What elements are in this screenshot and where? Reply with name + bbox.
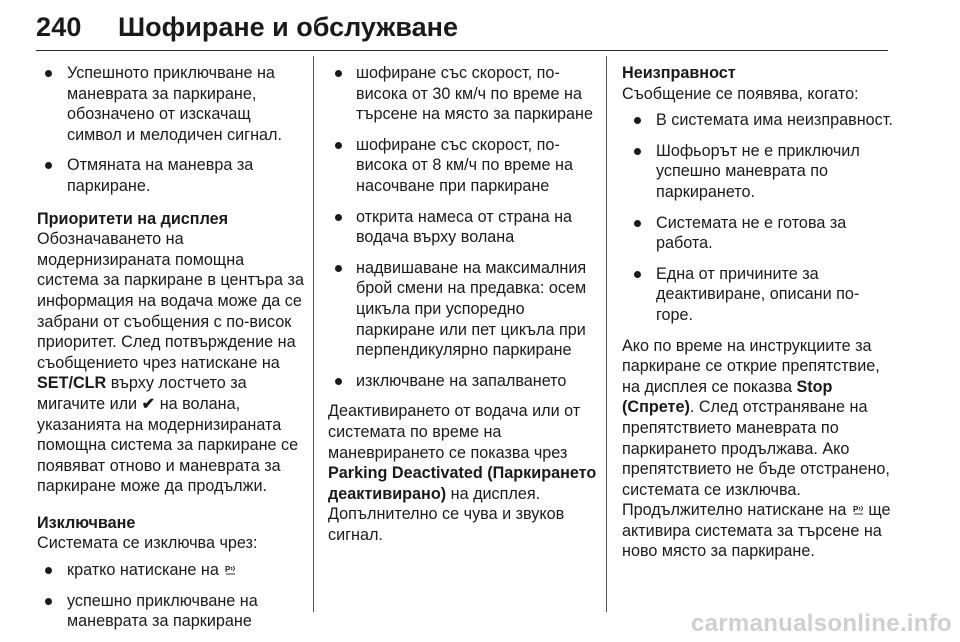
svg-text:P: P	[225, 565, 231, 575]
list-item: Една от причините за деактивиране, описани по-горе.	[622, 264, 894, 326]
deactivation-bullet-list	[328, 63, 600, 391]
page-title: Шофиране и обслужване	[118, 12, 458, 42]
column-2	[328, 63, 600, 545]
check-icon: ✔	[141, 394, 156, 413]
priority-paragraph: Обозначаването на модернизираната помощна система за паркиране в центъра за информация на водача може да се забрани от съобщения с по-висок приоритет. След потвърждение на съобщението чрез натискане на SET/CLR върху лостчето за мигачите или ✔ на волана, указанията на модернизираната помощна система за паркиране се появяват отново и маневрата за паркиране може да продължи.	[37, 230, 304, 496]
column-divider-1	[313, 56, 314, 612]
list-item: изключване на запалването	[328, 371, 600, 392]
list-item: Отмяната на маневра за паркиране.	[37, 155, 305, 196]
list-item: шофиране със скорост, по-висока от 30 км/ч по време на търсене на място за паркиране	[328, 63, 600, 125]
list-item: надвишаване на максималния брой смени на предавка: осем цикъла при успоредно паркиране или пет цикъла при перпендикулярно паркиране	[328, 258, 600, 361]
set-clr-label: SET/CLR	[37, 374, 107, 393]
column-3	[622, 63, 894, 562]
list-item: кратко натискане на P	[37, 560, 305, 581]
list-item: открита намеса от страна на водача върху волана	[328, 207, 600, 248]
sound-paragraph: Допълнително се чува и звуков сигнал.	[328, 505, 565, 544]
list-item: успешно приключване на маневрата за паркиране	[37, 591, 305, 632]
svg-text:P: P	[852, 505, 859, 515]
top-bullet-list	[37, 63, 305, 197]
off-heading: Изключване	[37, 513, 136, 532]
fault-intro: Съобщение се появява, когато:	[622, 84, 859, 103]
parking-assist-icon	[853, 504, 864, 516]
fault-heading: Неизправност	[622, 64, 736, 82]
list-item: шофиране със скорост, по-висока от 8 км/ч по време на насочване при паркиране	[328, 135, 600, 197]
priority-heading: Приоритети на дисплея	[37, 209, 229, 228]
obstacle-paragraph: Ако по време на инструкциите за паркиране се открие препятствие, на дисплея се показва Stop (Спрете). След отстраняване на препятствието маневрата по паркирането продължава. Ако препятствието не бъде отстранено, системата се изключва. Продължително натискане на P ще активира системата за търсене на ново място за паркиране.	[622, 336, 891, 561]
list-item: Шофьорът не е приключил успешно маневрата по паркирането.	[622, 141, 894, 203]
column-1	[37, 63, 305, 642]
deactivation-paragraph: Деактивирането от водача или от системата по време на маневрирането се показва чрез Parking Deactivated (Паркирането деактивирано) на дисплея.	[328, 402, 597, 503]
parking-deactivated-label: Parking Deactivated (Паркирането деактивирано)	[328, 464, 597, 503]
stop-label: Stop (Спрете)	[622, 377, 833, 417]
list-item: Системата не е готова за работа.	[622, 213, 894, 254]
off-intro: Системата се изключва чрез:	[37, 534, 258, 553]
column-divider-2	[606, 56, 607, 612]
page-header	[36, 6, 888, 51]
page-number: 240	[36, 12, 82, 42]
list-item: В системата има неизправност.	[622, 110, 894, 131]
list-item: Успешното приключване на маневрата за паркиране, обозначено от изскачащ символ и мелодичен сигнал.	[37, 63, 305, 145]
watermark: carmanualsonline.info	[690, 610, 952, 637]
off-bullet-list	[37, 560, 305, 632]
parking-assist-icon	[225, 564, 236, 576]
fault-bullet-list	[622, 110, 894, 325]
